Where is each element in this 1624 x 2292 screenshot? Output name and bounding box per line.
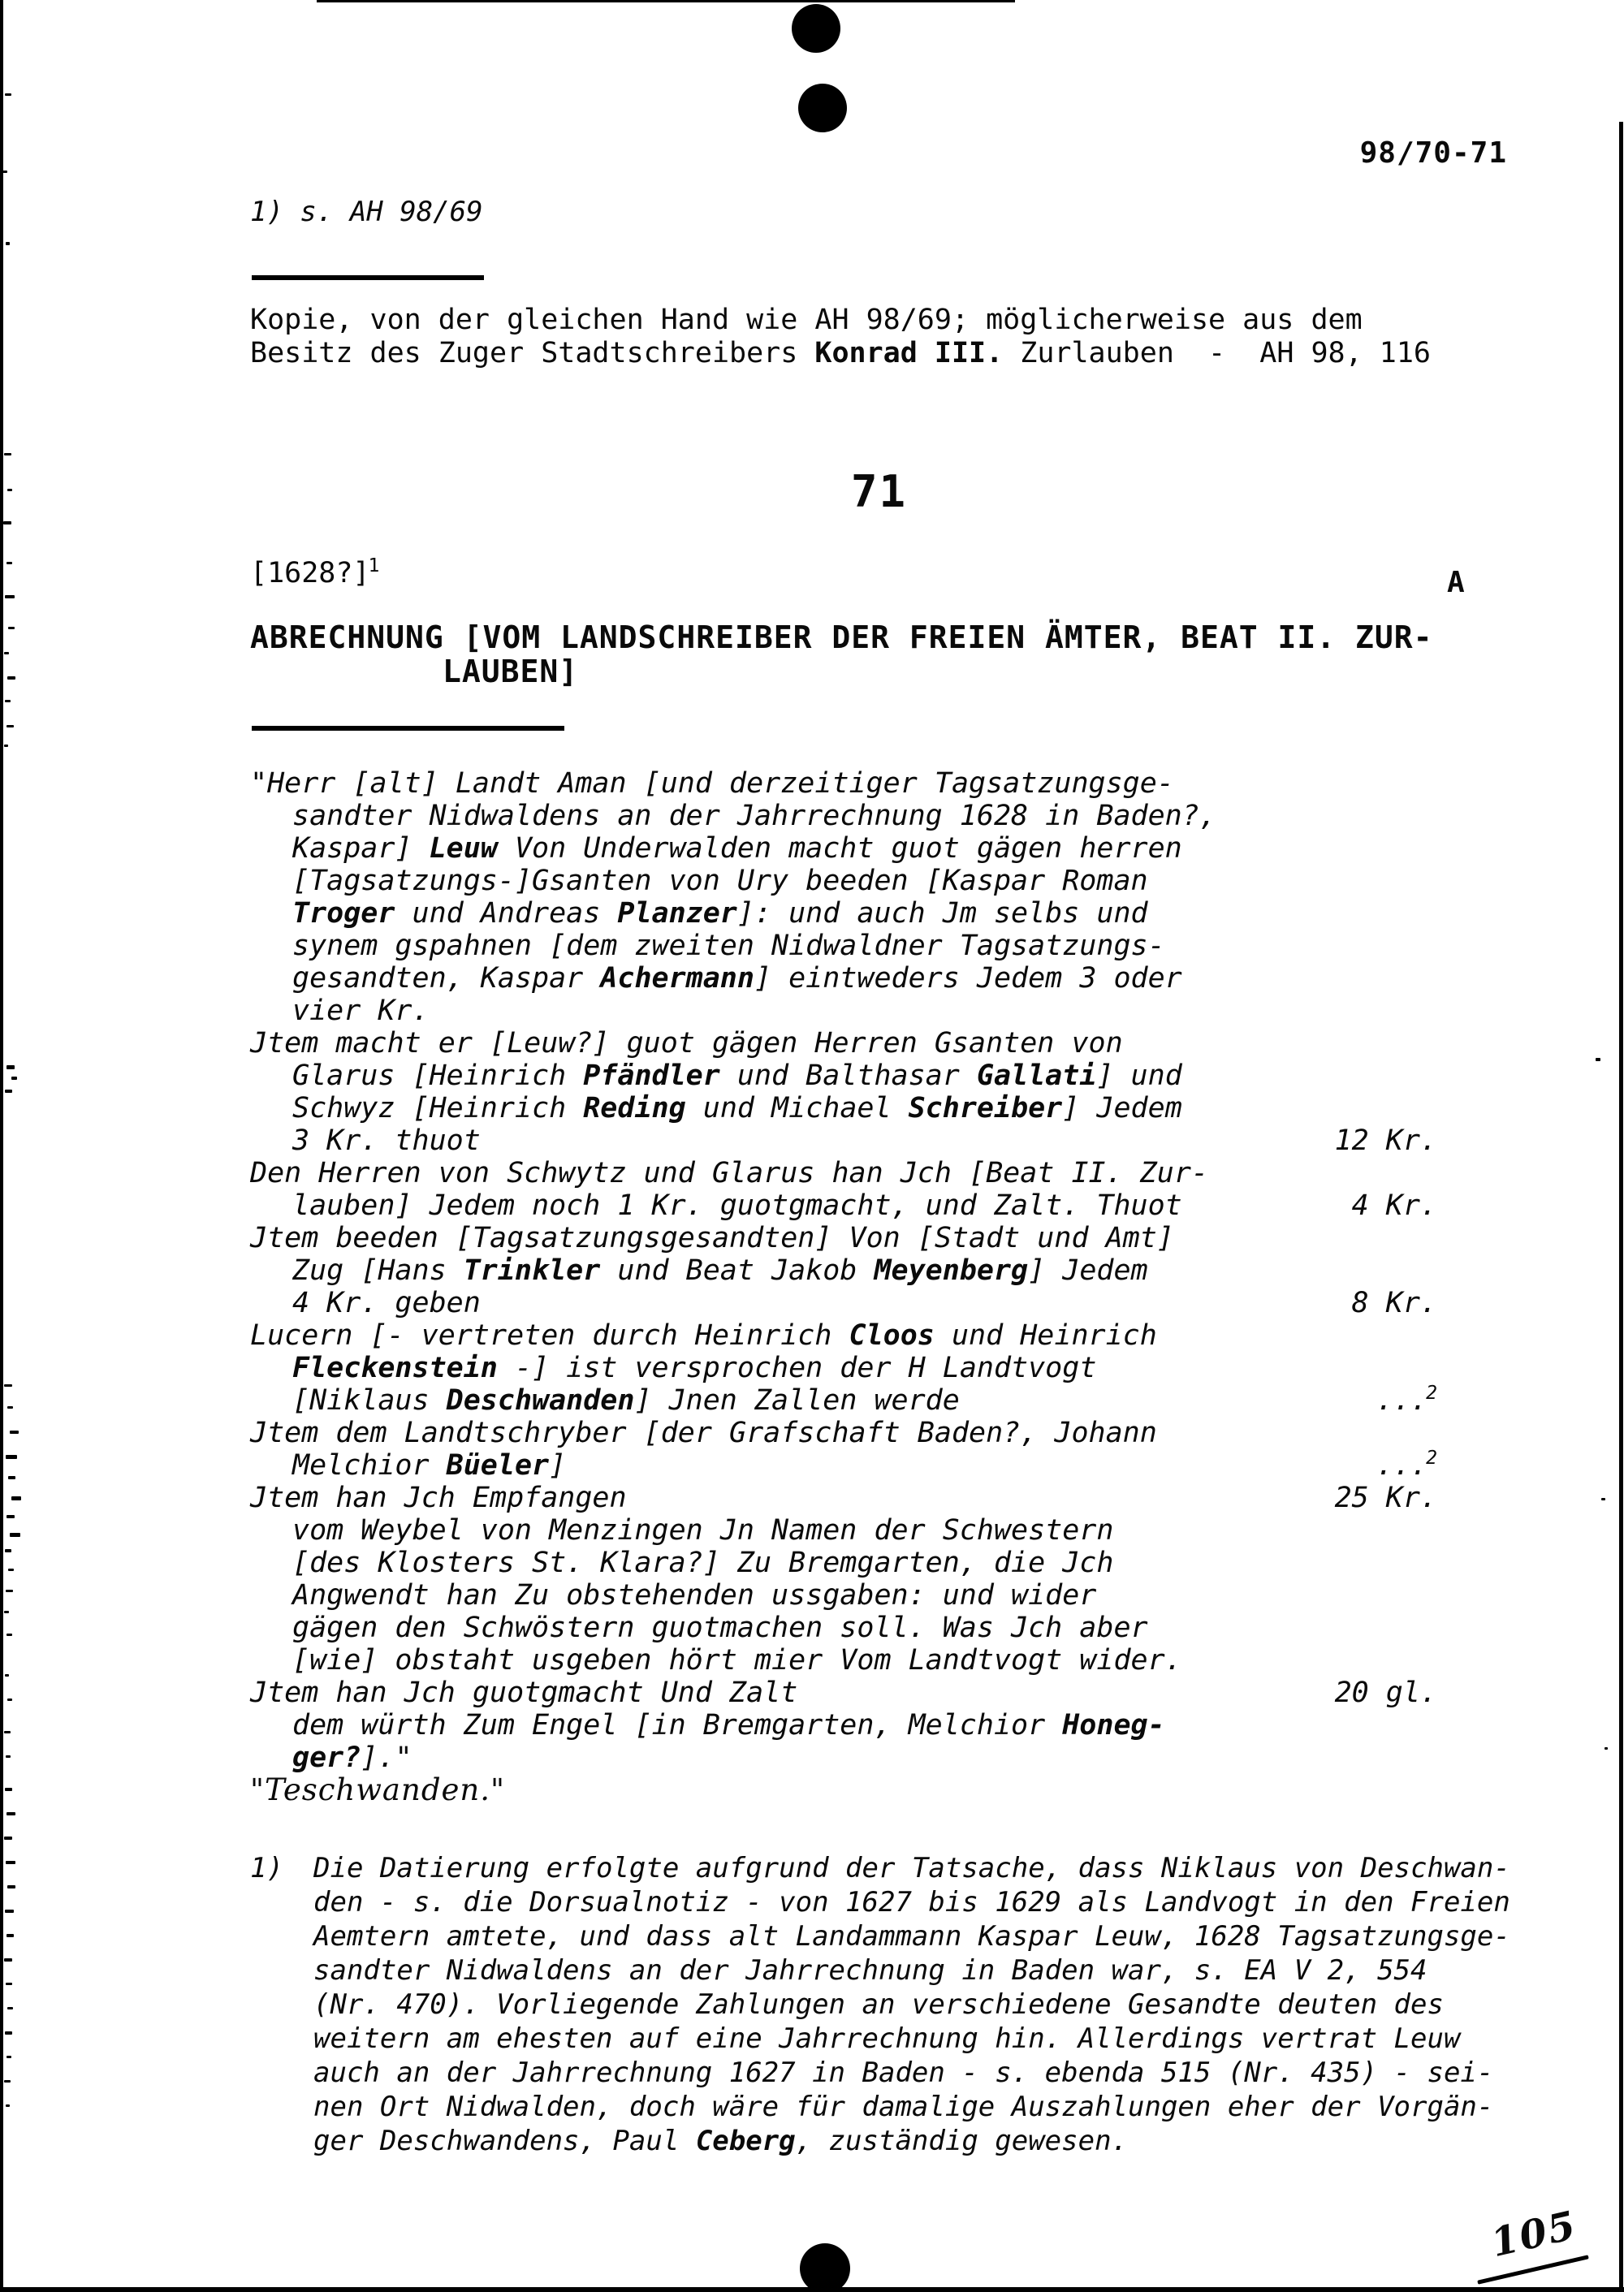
transcription-line-text: Fleckenstein -] ist versprochen der H Landtvogt [292, 1352, 1097, 1384]
document-number: 71 [851, 466, 908, 517]
noise-speck [6, 562, 12, 564]
noise-speck [4, 745, 8, 747]
footnote-line: den - s. die Dorsualnotiz - von 1627 bis 1629 als Landvogt in den Freien [313, 1886, 1510, 1919]
transcription-line-text: vom Weybel von Menzingen Jn Namen der Schwestern [292, 1514, 1114, 1547]
transcription-line [250, 1189, 1437, 1222]
noise-speck [6, 1812, 15, 1815]
punch-hole-top-2 [798, 84, 847, 132]
transcription-lines [250, 767, 1437, 1806]
footnote-line: Aemtern amtete, und dass alt Landammann Kaspar Leuw, 1628 Tagsatzungsge- [313, 1920, 1510, 1953]
noise-speck [11, 1077, 17, 1080]
transcription-line-text: [Tagsatzungs-]Gsanten von Ury beeden [Kaspar Roman [292, 865, 1148, 897]
noise-speck [11, 1496, 21, 1500]
transcription-line-text: Glarus [Heinrich Pfändler und Balthasar Gallati] und [292, 1060, 1182, 1092]
transcription-line-text: synem gspahnen [dem zweiten Nidwaldner Tagsatzungs- [292, 930, 1165, 962]
transcription-line-text: Lucern [- vertreten durch Heinrich Cloos und Heinrich [250, 1319, 1157, 1352]
noise-speck [6, 2104, 10, 2107]
transcription-line-text: Jtem beeden [Tagsatzungsgesandten] Von [Stadt und Amt] [250, 1222, 1174, 1254]
punch-hole-bottom [800, 2243, 850, 2292]
transcription-line-text: Melchior Büeler] [292, 1449, 567, 1482]
noise-speck [1596, 1058, 1600, 1061]
noise-speck [5, 1910, 14, 1913]
noise-speck [5, 1090, 12, 1093]
transcription-line-text: dem würth Zum Engel [in Bremgarten, Melchior Honeg- [292, 1709, 1165, 1742]
transcription-line [250, 832, 1437, 865]
transcription-line [250, 1287, 1437, 1319]
handwritten-page-number: 105 [1487, 2202, 1582, 2267]
noise-speck [6, 1861, 15, 1864]
footnote-line: Die Datierung erfolgte aufgrund der Tatsache, dass Niklaus von Deschwan- [313, 1852, 1510, 1884]
noise-speck [6, 1455, 17, 1459]
provenance-line: Besitz des Zuger Stadtschreibers Konrad III. Zurlauben - AH 98, 116 [250, 337, 1431, 369]
transcription-line-text: 4 Kr. geben [292, 1287, 481, 1319]
noise-speck [6, 1590, 13, 1592]
footnote-text [250, 1851, 1582, 2158]
transcription-line-text: Zug [Hans Trinkler und Beat Jakob Meyenberg] Jedem [292, 1254, 1148, 1287]
transcription-line [250, 1742, 1437, 1774]
footnote-line: auch an der Jahrrechnung 1627 in Baden - s. ebenda 515 (Nr. 435) - sei- [313, 2057, 1494, 2089]
transcription-line-text: Kaspar] Leuw Von Underwalden macht guot gägen herren [292, 832, 1182, 865]
transcription-line-text: Angwendt han Zu obstehenden ussgaben: und wider [292, 1579, 1097, 1612]
noise-speck [5, 700, 11, 702]
noise-speck [4, 652, 9, 654]
scan-edge-left [0, 0, 3, 2292]
transcription-line-text: [wie] obstaht usgeben hört mier Vom Landtvogt wider. [292, 1644, 1182, 1677]
amount-value: 25 Kr. [1334, 1482, 1437, 1514]
dorsual-letter: A [1447, 566, 1465, 599]
footnote [250, 1851, 1582, 2158]
amount-value: 20 gl. [1334, 1677, 1437, 1709]
transcription-line [250, 897, 1437, 930]
transcription-line [250, 1514, 1437, 1547]
transcription-line [250, 1449, 1437, 1482]
noise-speck [10, 1533, 20, 1537]
noise-speck [8, 627, 15, 629]
transcription-line [250, 962, 1437, 995]
amount-value: 4 Kr. [1351, 1189, 1437, 1222]
scan-edge-right [1619, 122, 1623, 2292]
transcription-line [250, 1157, 1437, 1189]
handwritten-underline-stroke [1477, 2255, 1589, 2284]
noise-speck [4, 1731, 11, 1733]
provenance-note [250, 304, 1431, 370]
noise-speck [4, 2080, 11, 2083]
transcription-line [250, 1709, 1437, 1742]
footnote-marker: 1) [250, 1852, 283, 1884]
noise-speck [4, 1611, 9, 1613]
noise-speck [5, 93, 11, 96]
transcription-line [250, 1774, 1437, 1806]
transcription-line-text: Troger und Andreas Planzer]: und auch Jm selbs und [292, 897, 1148, 930]
transcription-line-text: [Niklaus Deschwanden] Jnen Zallen werde [292, 1384, 960, 1417]
noise-speck [6, 1755, 11, 1758]
noise-speck [1601, 1498, 1605, 1500]
transcription-line-text: "Herr [alt] Landt Aman [und derzeitiger Tagsatzungsge- [250, 767, 1174, 800]
transcription-line [250, 1027, 1437, 1060]
footnote-line: ger Deschwandens, Paul Ceberg, zuständig gewesen. [313, 2125, 1129, 2157]
transcription-line [250, 1352, 1437, 1384]
divider-rule-title [252, 726, 564, 731]
noise-speck [5, 2031, 12, 2035]
noise-speck [6, 1934, 14, 1937]
footnote-line: sandter Nidwaldens an der Jahrrechnung in Baden war, s. EA V 2, 554 [313, 1954, 1427, 1987]
scan-edge-top [317, 0, 1015, 2]
noise-speck [7, 1885, 15, 1888]
transcription-line [250, 1384, 1437, 1417]
transcription-line [250, 1124, 1437, 1157]
amount-value: ...$^2$ [1376, 1448, 1437, 1482]
transcription-line-text: gägen den Schwöstern guotmachen soll. Was Jch aber [292, 1612, 1148, 1644]
transcription-line [250, 800, 1437, 832]
amount-value: ...$^2$ [1376, 1383, 1437, 1417]
noise-speck [2, 170, 7, 173]
document-title-line: LAUBEN] [443, 654, 579, 689]
footnote-line: nen Ort Nidwalden, doch wäre für damalige Auszahlungen eher der Vorgän- [313, 2091, 1494, 2123]
noise-speck [7, 676, 15, 680]
provenance-line: Kopie, von der gleichen Hand wie AH 98/69; möglicherweise aus dem [250, 304, 1363, 336]
transcription-line-text: Schwyz [Heinrich Reding und Michael Schreiber] Jedem [292, 1092, 1182, 1124]
transcription-line [250, 1417, 1437, 1449]
transcription-line-text: "Teschwanden." [250, 1772, 506, 1807]
noise-speck [7, 489, 12, 491]
transcription-line-text: [des Klosters St. Klara?] Zu Bremgarten, die Jch [292, 1547, 1114, 1579]
transcription-line [250, 1612, 1437, 1644]
amount-value: 12 Kr. [1334, 1124, 1437, 1157]
amount-value: 8 Kr. [1351, 1287, 1437, 1319]
noise-speck [8, 1476, 15, 1479]
transcription-line [250, 1677, 1437, 1709]
transcription-line-text: gesandten, Kaspar Achermann] eintweders Jedem 3 oder [292, 962, 1182, 995]
transcription-line [250, 995, 1437, 1027]
transcription-line-text: ger?]." [292, 1742, 412, 1774]
noise-speck [7, 1698, 12, 1701]
document-title [250, 620, 1433, 688]
transcription-line-text: Den Herren von Schwytz und Glarus han Jch [Beat II. Zur- [250, 1157, 1209, 1189]
noise-speck [6, 1983, 12, 1985]
noise-speck [7, 2007, 13, 2009]
divider-rule-top [252, 275, 484, 280]
noise-speck [5, 595, 15, 598]
transcription-line [250, 1092, 1437, 1124]
transcription-line [250, 865, 1437, 897]
margin-reference-note: 1) s. AH 98/69 [250, 196, 483, 228]
noise-speck [8, 1569, 14, 1571]
transcription-line [250, 1547, 1437, 1579]
transcription-line-text: lauben] Jedem noch 1 Kr. guotgmacht, und Zalt. Thuot [292, 1189, 1182, 1222]
transcription-line [250, 930, 1437, 962]
transcription-line [250, 1222, 1437, 1254]
noise-speck [6, 242, 10, 245]
transcription-line-text: sandter Nidwaldens an der Jahrrechnung 1628 in Baden?, [292, 800, 1216, 832]
document-title-line: ABRECHNUNG [VOM LANDSCHREIBER DER FREIEN ÄMTER, BEAT II. ZUR- [250, 619, 1433, 655]
noise-speck [4, 1837, 12, 1840]
noise-speck [6, 1515, 15, 1518]
transcription-line-text: Jtem han Jch Empfangen [250, 1482, 627, 1514]
footnote-line: weitern am ehesten auf eine Jahrrechnung hin. Allerdings vertrat Leuw [313, 2022, 1461, 2055]
noise-speck [7, 1406, 13, 1409]
date-line: [1628?]$^1$ [250, 555, 380, 589]
transcription-line-text: Jtem han Jch guotgmacht Und Zalt [250, 1677, 798, 1709]
noise-speck [5, 1549, 11, 1552]
transcription-line [250, 1319, 1437, 1352]
punch-hole-top-1 [792, 4, 840, 53]
transcription-line-text: Jtem macht er [Leuw?] guot gägen Herren Gsanten von [250, 1027, 1123, 1060]
footnote-line: (Nr. 470). Vorliegende Zahlungen an verschiedene Gesandte deuten des [313, 1988, 1444, 2021]
transcription-line-text: vier Kr. [292, 995, 430, 1027]
noise-speck [6, 725, 14, 727]
noise-speck [5, 1788, 12, 1791]
transcription-line [250, 1482, 1437, 1514]
noise-speck [1605, 1747, 1608, 1750]
transcription-line [250, 1644, 1437, 1677]
transcription-line [250, 767, 1437, 800]
noise-speck [4, 453, 11, 455]
noise-speck [5, 1674, 9, 1677]
noise-speck [3, 521, 11, 524]
noise-speck [6, 1634, 12, 1636]
noise-speck [4, 1384, 12, 1387]
transcription-line-text: Jtem dem Landtschryber [der Grafschaft Baden?, Johann [250, 1417, 1157, 1449]
noise-speck [6, 2056, 11, 2058]
archive-reference: 98/70-71 [1359, 136, 1507, 170]
transcription-line [250, 1579, 1437, 1612]
transcription-line [250, 1060, 1437, 1092]
transcription-line [250, 1254, 1437, 1287]
noise-speck [10, 1431, 19, 1434]
noise-speck [4, 1958, 12, 1962]
transcription-line-text: 3 Kr. thuot [292, 1124, 481, 1157]
noise-speck [6, 1065, 15, 1069]
